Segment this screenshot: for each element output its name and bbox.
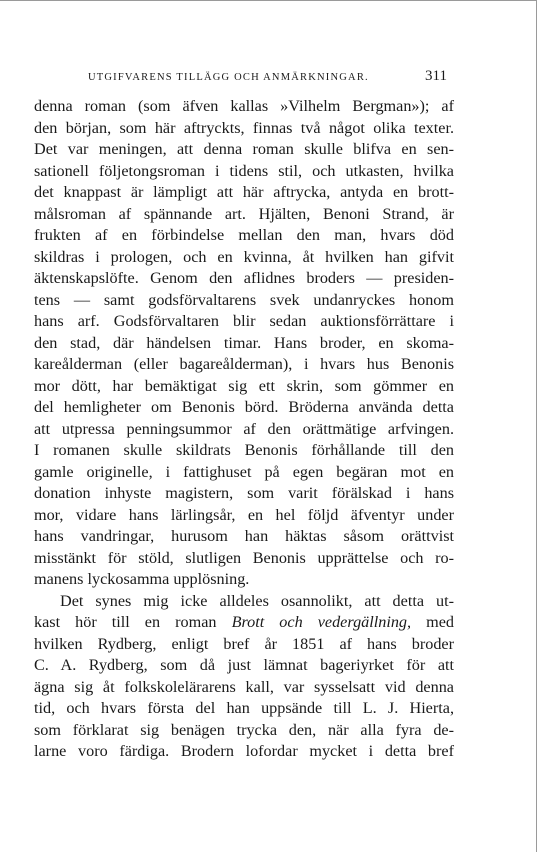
text-line: manens lyckosamma upplösning. [34, 570, 250, 588]
text-line: att utpressa penningsummor af den orättmätige arfvingen. [34, 419, 454, 438]
text-line: denna roman (som äfven kallas »Vilhelm Bergman»); af [34, 97, 454, 115]
text-line: målsroman af spännande art. Hjälten, Benoni Strand, är [34, 204, 454, 223]
text-line: mor dött, har bemäktigat sig ett skrin, som gömmer en [34, 376, 454, 395]
paragraph-2 [34, 591, 454, 763]
text-line-with-title [34, 612, 454, 634]
body-text [34, 96, 454, 763]
text-line: gamle originelle, i fattighuset på egen begäran mot en [34, 462, 454, 481]
text-line: den början, som här aftryckts, finnas två något olika texter. [34, 118, 454, 137]
page-number: 311 [425, 68, 447, 84]
work-title: Brott och vedergällning, [231, 613, 412, 631]
text-line: hans vandringar, hurusom han häktas såsom orättvist [34, 527, 454, 545]
text-line: I romanen skulle skildrats Benonis förhållande till den [34, 441, 454, 459]
text-line: del hemligheter om Benonis börd. Bröderna använda detta [34, 398, 454, 416]
text-line: det knappast är lämpligt att här aftrycka, antyda en brott- [34, 183, 454, 201]
text-line: hans arf. Godsförvaltaren blir sedan auktionsförrättare i [34, 312, 454, 330]
text-line: C. A. Rydberg, som då just lämnat bageriyrket för att [34, 656, 454, 674]
text-line: skildras i prologen, och en kvinna, åt hvilken han gifvit [34, 247, 454, 266]
paragraph-1 [34, 96, 454, 591]
text-line: sationell följetongsroman i tidens stil, och utkasten, hvilka [34, 161, 454, 180]
text-line: som förklarat sig benägen trycka den, när alla fyra de- [34, 720, 454, 739]
text-line: äktenskapslöfte. Genom den aflidnes broders — presiden- [34, 269, 454, 287]
running-head [40, 68, 460, 88]
running-title: UTGIFVARENS TILLÄGG OCH ANMÄRKNINGAR. [88, 72, 369, 83]
text-line: den stad, där händelsen timar. Hans broder, en skoma- [34, 333, 454, 352]
text-line: larne voro färdiga. Brodern lofordar mycket i detta bref [34, 742, 454, 760]
page-edge-right [536, 0, 537, 852]
text-segment: kast hör till en roman [34, 613, 232, 631]
text-line: mor, vidare hans lärlingsår, en hel följd äfventyr under [34, 505, 454, 524]
text-line: Det synes mig icke alldeles osannolikt, att detta ut- [60, 591, 454, 610]
text-line: Det var meningen, att denna roman skulle blifva en sen- [34, 140, 454, 158]
text-line: ägna sig åt folkskolelärarens kall, var sysselsatt vid denna [34, 677, 454, 696]
text-line: tid, och hvars första del han uppsände till L. J. Hierta, [34, 699, 454, 717]
text-line: donation inhyste magistern, som varit förälskad i hans [34, 484, 454, 502]
text-line: hvilken Rydberg, enligt bref år 1851 af hans broder [34, 634, 454, 653]
text-line: frukten af en förbindelse mellan den man, hvars död [34, 226, 454, 244]
text-line: misstänkt för stöld, slutligen Benonis upprättelse och ro- [34, 548, 454, 567]
text-line: kareålderman (eller bagareålderman), i hvars hus Benonis [34, 355, 454, 373]
page-edge-top [0, 0, 537, 1]
text-segment: med [411, 613, 455, 631]
text-line: tens — samt godsförvaltarens svek undanryckes honom [34, 290, 454, 309]
